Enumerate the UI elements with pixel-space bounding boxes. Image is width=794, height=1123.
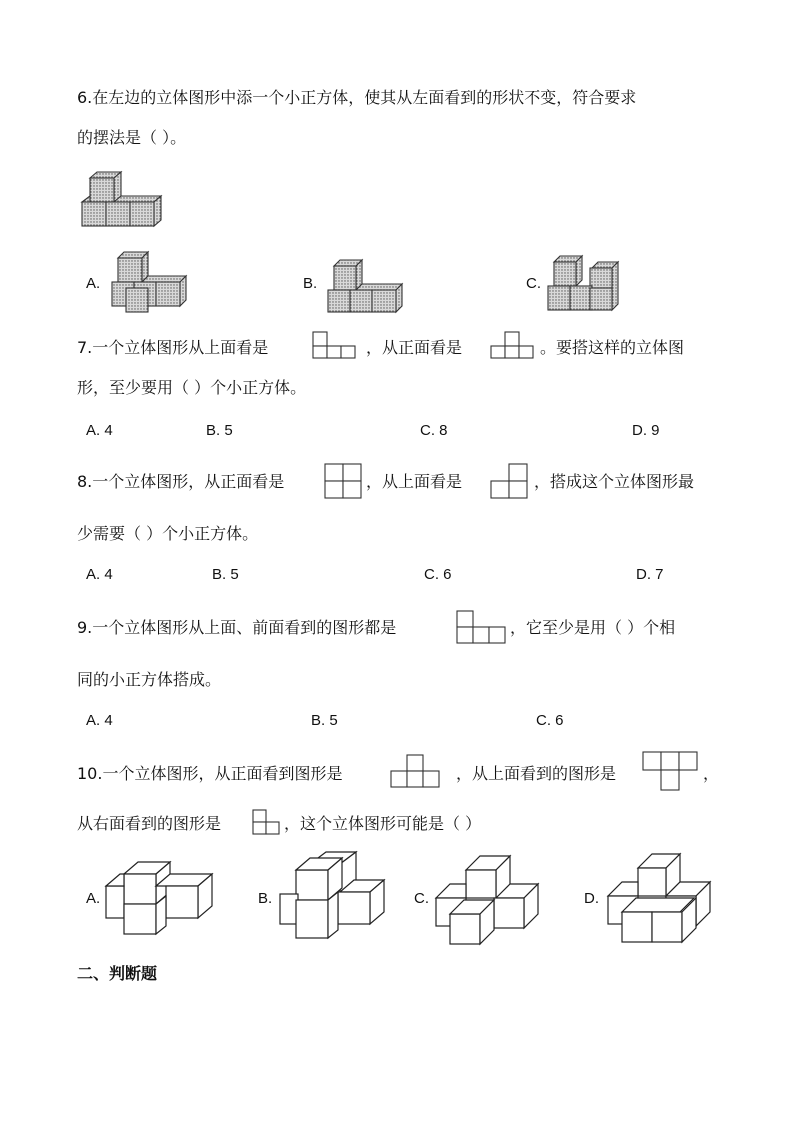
q8-text-part3: ，搭成这个立体图形最 bbox=[534, 472, 695, 491]
q9-option-a[interactable]: A. 4 bbox=[86, 712, 113, 729]
q6-option-c[interactable]: C. bbox=[526, 275, 541, 292]
q7-front-view-icon bbox=[490, 330, 538, 360]
q6-text-line1: 6.在左边的立体图形中添一个小正方体，使其从左面看到的形状不变，符合要求 bbox=[77, 88, 637, 107]
q9-option-b[interactable]: B. 5 bbox=[311, 712, 338, 729]
q9-view-icon bbox=[456, 610, 508, 646]
q10-text-part3: ， bbox=[703, 764, 720, 783]
q7-top-view-icon bbox=[312, 330, 360, 360]
q10-option-b[interactable]: B. bbox=[258, 890, 273, 907]
q10-option-a-figure bbox=[104, 856, 216, 938]
q8-option-b[interactable]: B. 5 bbox=[212, 566, 239, 583]
q10-text-part1: 10.一个立体图形，从正面看到图形是 bbox=[77, 764, 343, 783]
q6-text-line2: 的摆法是（ ）。 bbox=[77, 128, 187, 147]
q10-option-c[interactable]: C. bbox=[414, 890, 429, 907]
q10-top-view-icon bbox=[642, 751, 700, 793]
q10-option-d-figure bbox=[604, 852, 716, 946]
q10-text-part2: ，从上面看到的图形是 bbox=[456, 764, 617, 783]
q8-front-view-icon bbox=[324, 463, 364, 499]
q6-option-b-figure bbox=[326, 256, 406, 314]
q10-text-line2a: 从右面看到的图形是 bbox=[77, 814, 222, 833]
q8-text-line2: 少需要（ ）个小正方体。 bbox=[77, 524, 259, 543]
q10-option-d[interactable]: D. bbox=[584, 890, 599, 907]
q8-option-d[interactable]: D. 7 bbox=[636, 566, 664, 583]
q7-option-c[interactable]: C. 8 bbox=[420, 422, 448, 439]
q6-option-a[interactable]: A. bbox=[86, 275, 101, 292]
q6-option-c-figure bbox=[546, 254, 626, 314]
q9-text-part1: 9.一个立体图形从上面、前面看到的图形都是 bbox=[77, 618, 397, 637]
q7-text-part3: 。要搭这样的立体图 bbox=[540, 338, 685, 357]
q9-text-line2: 同的小正方体搭成。 bbox=[77, 670, 222, 689]
section-title-judgement: 二、判断题 bbox=[77, 964, 158, 983]
q10-option-b-figure bbox=[278, 850, 390, 942]
q8-top-view-icon bbox=[490, 463, 530, 501]
q6-option-b[interactable]: B. bbox=[303, 275, 318, 292]
q7-option-a[interactable]: A. 4 bbox=[86, 422, 113, 439]
q7-text-part2: ，从正面看是 bbox=[366, 338, 463, 357]
q6-option-a-figure bbox=[110, 248, 190, 314]
q9-option-c[interactable]: C. 6 bbox=[536, 712, 564, 729]
q8-option-a[interactable]: A. 4 bbox=[86, 566, 113, 583]
q7-option-d[interactable]: D. 9 bbox=[632, 422, 660, 439]
q10-text-line2b: ，这个立体图形可能是（ ） bbox=[284, 814, 482, 833]
q6-base-figure bbox=[78, 170, 168, 232]
q7-option-b[interactable]: B. 5 bbox=[206, 422, 233, 439]
q7-text-line2: 形，至少要用（ ）个小正方体。 bbox=[77, 378, 307, 397]
q8-text-part2: ，从上面看是 bbox=[366, 472, 463, 491]
q10-front-view-icon bbox=[390, 754, 442, 790]
q8-option-c[interactable]: C. 6 bbox=[424, 566, 452, 583]
q9-text-part2: ，它至少是用（ ）个相 bbox=[510, 618, 676, 637]
q10-right-view-icon bbox=[252, 808, 284, 838]
q10-option-a[interactable]: A. bbox=[86, 890, 101, 907]
q7-text-part1: 7.一个立体图形从上面看是 bbox=[77, 338, 269, 357]
q10-option-c-figure bbox=[434, 852, 542, 946]
q8-text-part1: 8.一个立体图形，从正面看是 bbox=[77, 472, 285, 491]
